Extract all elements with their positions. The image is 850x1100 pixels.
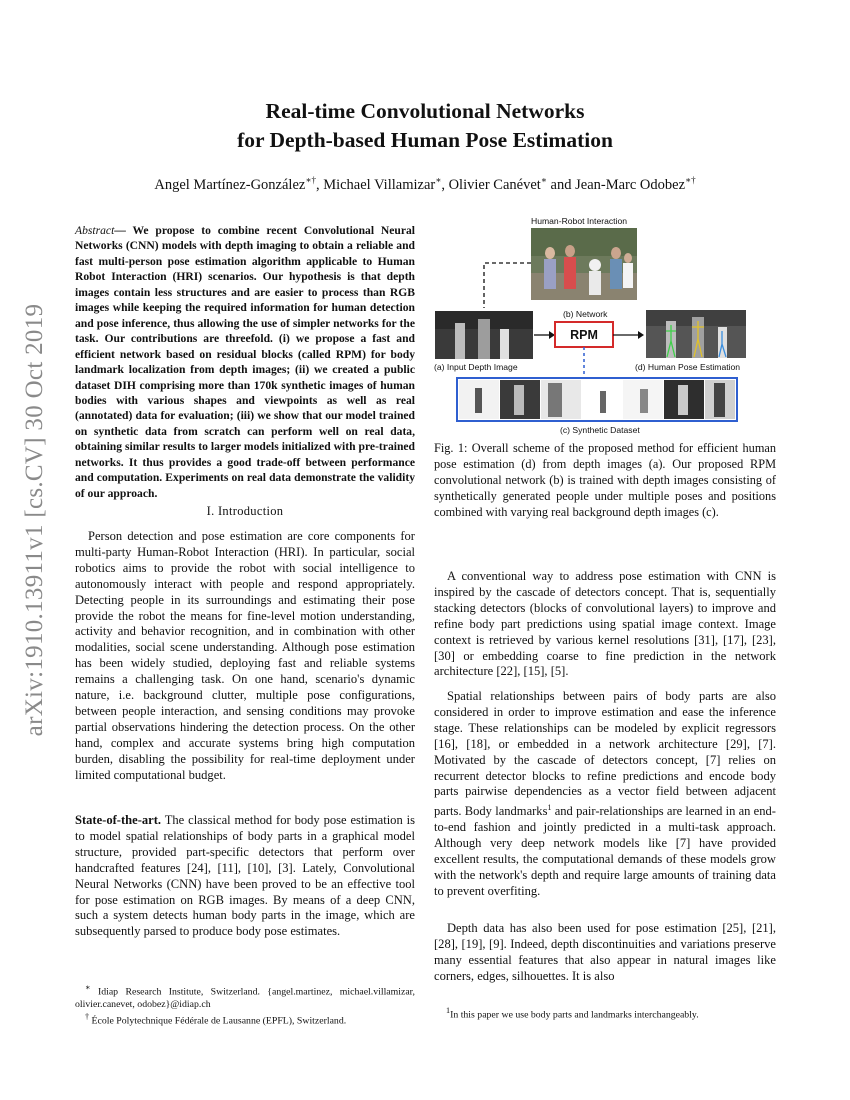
paragraph-text: Depth data has also been used for pose estimation [25], [21], [28], [19], [9]. Indeed, depth discontinuities and variations preserve many essential features that also appear in natural images like corners, edges, silhouettes. It is also <box>434 921 776 983</box>
author-mark: ∗† <box>305 175 316 185</box>
right-paragraph-2 <box>434 689 776 900</box>
footnote-1 <box>434 1005 776 1022</box>
footnote-ref: 1 <box>547 803 552 813</box>
footnote-affiliation-1: Idiap Research Institute, Switzerland. {angel.martinez, michael.villamizar, olivier.canevet, odobez}@idiap.ch <box>75 986 416 1010</box>
rpm-label: RPM <box>570 328 598 342</box>
right-paragraph-1 <box>434 569 776 680</box>
paragraph-text: The classical method for body pose estimation is to model spatial relationships of body parts in a graphical model structure, provided part-specific detectors that perform over handcrafted features [24], [11], [10], [3]. Lately, Convolutional Neural Networks (CNN) have been proved to be an effective tool for pose estimation on RGB images. By means of a deep CNN, such a system detects human body parts in the image, which are subsequently parsed to produce body pose estimates. <box>75 813 415 939</box>
intro-paragraph-1 <box>75 529 415 784</box>
figure-1-caption: Fig. 1: Overall scheme of the proposed method for efficient human pose estimation (d) from depth images (a). Our proposed RPM convolutional network (b) is trained with depth images consisting of synthetically generated people under multiple poses and positions combined with varying real background depth images (c). <box>434 441 776 520</box>
author-name: Jean-Marc Odobez <box>575 176 686 193</box>
label-synthetic-dataset: (c) Synthetic Dataset <box>560 425 640 435</box>
figure-1-diagram <box>430 213 780 440</box>
paragraph-text: Spatial relationships between pairs of body parts are also considered in order to improve estimation and ease the inference stage. These relationships can be modeled by explicit regressors [16], [18], or embedded in a network architecture [29], [7]. Motivated by the cascade of detectors concept, [7] relies on recurrent detector blocks to refine predictions and encode body parts pairwise dependencies as a vector field between adjacent parts. Body landmarks <box>434 689 776 819</box>
abstract <box>75 223 415 501</box>
arxiv-identifier: arXiv:1910.13911v1 [cs.CV] 30 Oct 2019 <box>21 303 48 737</box>
author-separator: , <box>315 176 324 193</box>
abstract-label: Abstract <box>75 224 115 237</box>
author-name: Michael Villamizar <box>323 176 436 193</box>
paragraph-run-in-heading: State-of-the-art. <box>75 813 162 827</box>
arxiv-sidebar <box>22 295 48 745</box>
intro-paragraph-2 <box>75 813 415 940</box>
paragraph-text: Person detection and pose estimation are core components for multi-party Human-Robot Interaction (HRI). In particular, social robotics aims to provide the robot with social intelligence to autonomously interact with people and respond appropriately. Detecting people in its surroundings and estimating their pose provide the robot the means for fine-level motion understanding, activity and behavior recognition, and in combination with other modalities, social scene understanding. Although pose estimation has been widely studied, deploying fast and reliable systems remains a challenging task. On one hand, scenario's dynamic nature, i.e. background clutter, multiple pose configurations, between people interaction, and sensing conditions may provoke partial observations hindering the detection process. On the other hand, complex and accurate systems bring high computation burden, disabling the possibility for real-time deployment under limited computational budget. <box>75 529 415 782</box>
footnote-affiliation-2: École Polytechnique Fédérale de Lausanne (EPFL), Switzerland. <box>91 1015 347 1027</box>
author-list <box>0 175 850 194</box>
label-human-pose-estimation: (d) Human Pose Estimation <box>635 362 741 372</box>
label-human-robot-interaction: Human-Robot Interaction <box>531 216 628 226</box>
paper-title <box>0 97 850 155</box>
author-mark: ∗† <box>685 175 696 185</box>
author-name: Angel Martínez-González <box>154 176 306 193</box>
author-name: Olivier Canévet <box>448 176 541 193</box>
section-heading-introduction: I. Introduction <box>206 504 284 518</box>
abstract-text: — We propose to combine recent Convolutional Neural Networks (CNN) models with depth imaging to obtain a reliable and fast multi-person pose estimation algorithm applicable to Human Robot Interaction (HRI) scenarios. Our hypothesis is that depth images contain less structures and are easier to process than RGB images while keeping the required information for human detection and pose inference, thus allowing the use of simpler networks for the task. Our contributions are threefold. (i) we propose a fast and efficient network based on residual blocks (called RPM) for body landmark localization from depth images; (ii) we created a public dataset DIH comprising more than 170k synthetic images of human bodies with various shapes and viewpoints as well as real (annotated) data for evaluation; (iii) we show that our model trained on synthetic data from scratch can perform well on real data, obtaining similar results to larger models initialized with pre-trained networks. It thus provides a good trade-off between performance and computation. Experiments on real data demonstrate the validity of our approach. <box>75 224 415 500</box>
footnote-text: In this paper we use body parts and landmarks interchangeably. <box>450 1009 699 1021</box>
footnote-mark: ∗ <box>85 983 91 992</box>
author-separator: and <box>546 176 576 193</box>
paragraph-text: A conventional way to address pose estimation with CNN is inspired by the cascade of detectors concept. That is, sequentially stacking detectors (blocks of convolutional layers) to improve and refine body part predictions using spatial image context. Image context is retrieved by various kernel resolutions [31], [17], [23], [30] or embedding coarse to fine prediction in the network architecture [22], [15], [5]. <box>434 569 776 679</box>
author-mark: ∗ <box>540 175 547 185</box>
paragraph-text: and pair-relationships are learned in an end-to-end fashion and jointly predicted in a multi-task approach. Although very deep network models like [7] have provided excellent results, the computational demands of these models grow with the network's depth and require large amounts of training data to prevent overfiting. <box>434 804 776 899</box>
title-line-1: Real-time Convolutional Networks <box>265 99 585 123</box>
label-input-depth-image: (a) Input Depth Image <box>434 362 518 372</box>
title-line-2: for Depth-based Human Pose Estimation <box>237 128 613 152</box>
label-network: (b) Network <box>563 309 608 319</box>
synthetic-dataset-thumbnails <box>459 380 735 419</box>
connector-hri-to-input <box>484 263 531 308</box>
footnote-mark: † <box>85 1012 90 1022</box>
affiliation-footnotes <box>75 982 415 1028</box>
footnote-mark: 1 <box>446 1006 451 1015</box>
author-separator: , <box>441 176 449 193</box>
arrowhead-icon <box>638 331 644 339</box>
right-paragraph-3 <box>434 921 776 985</box>
author-mark: ∗ <box>435 175 442 185</box>
